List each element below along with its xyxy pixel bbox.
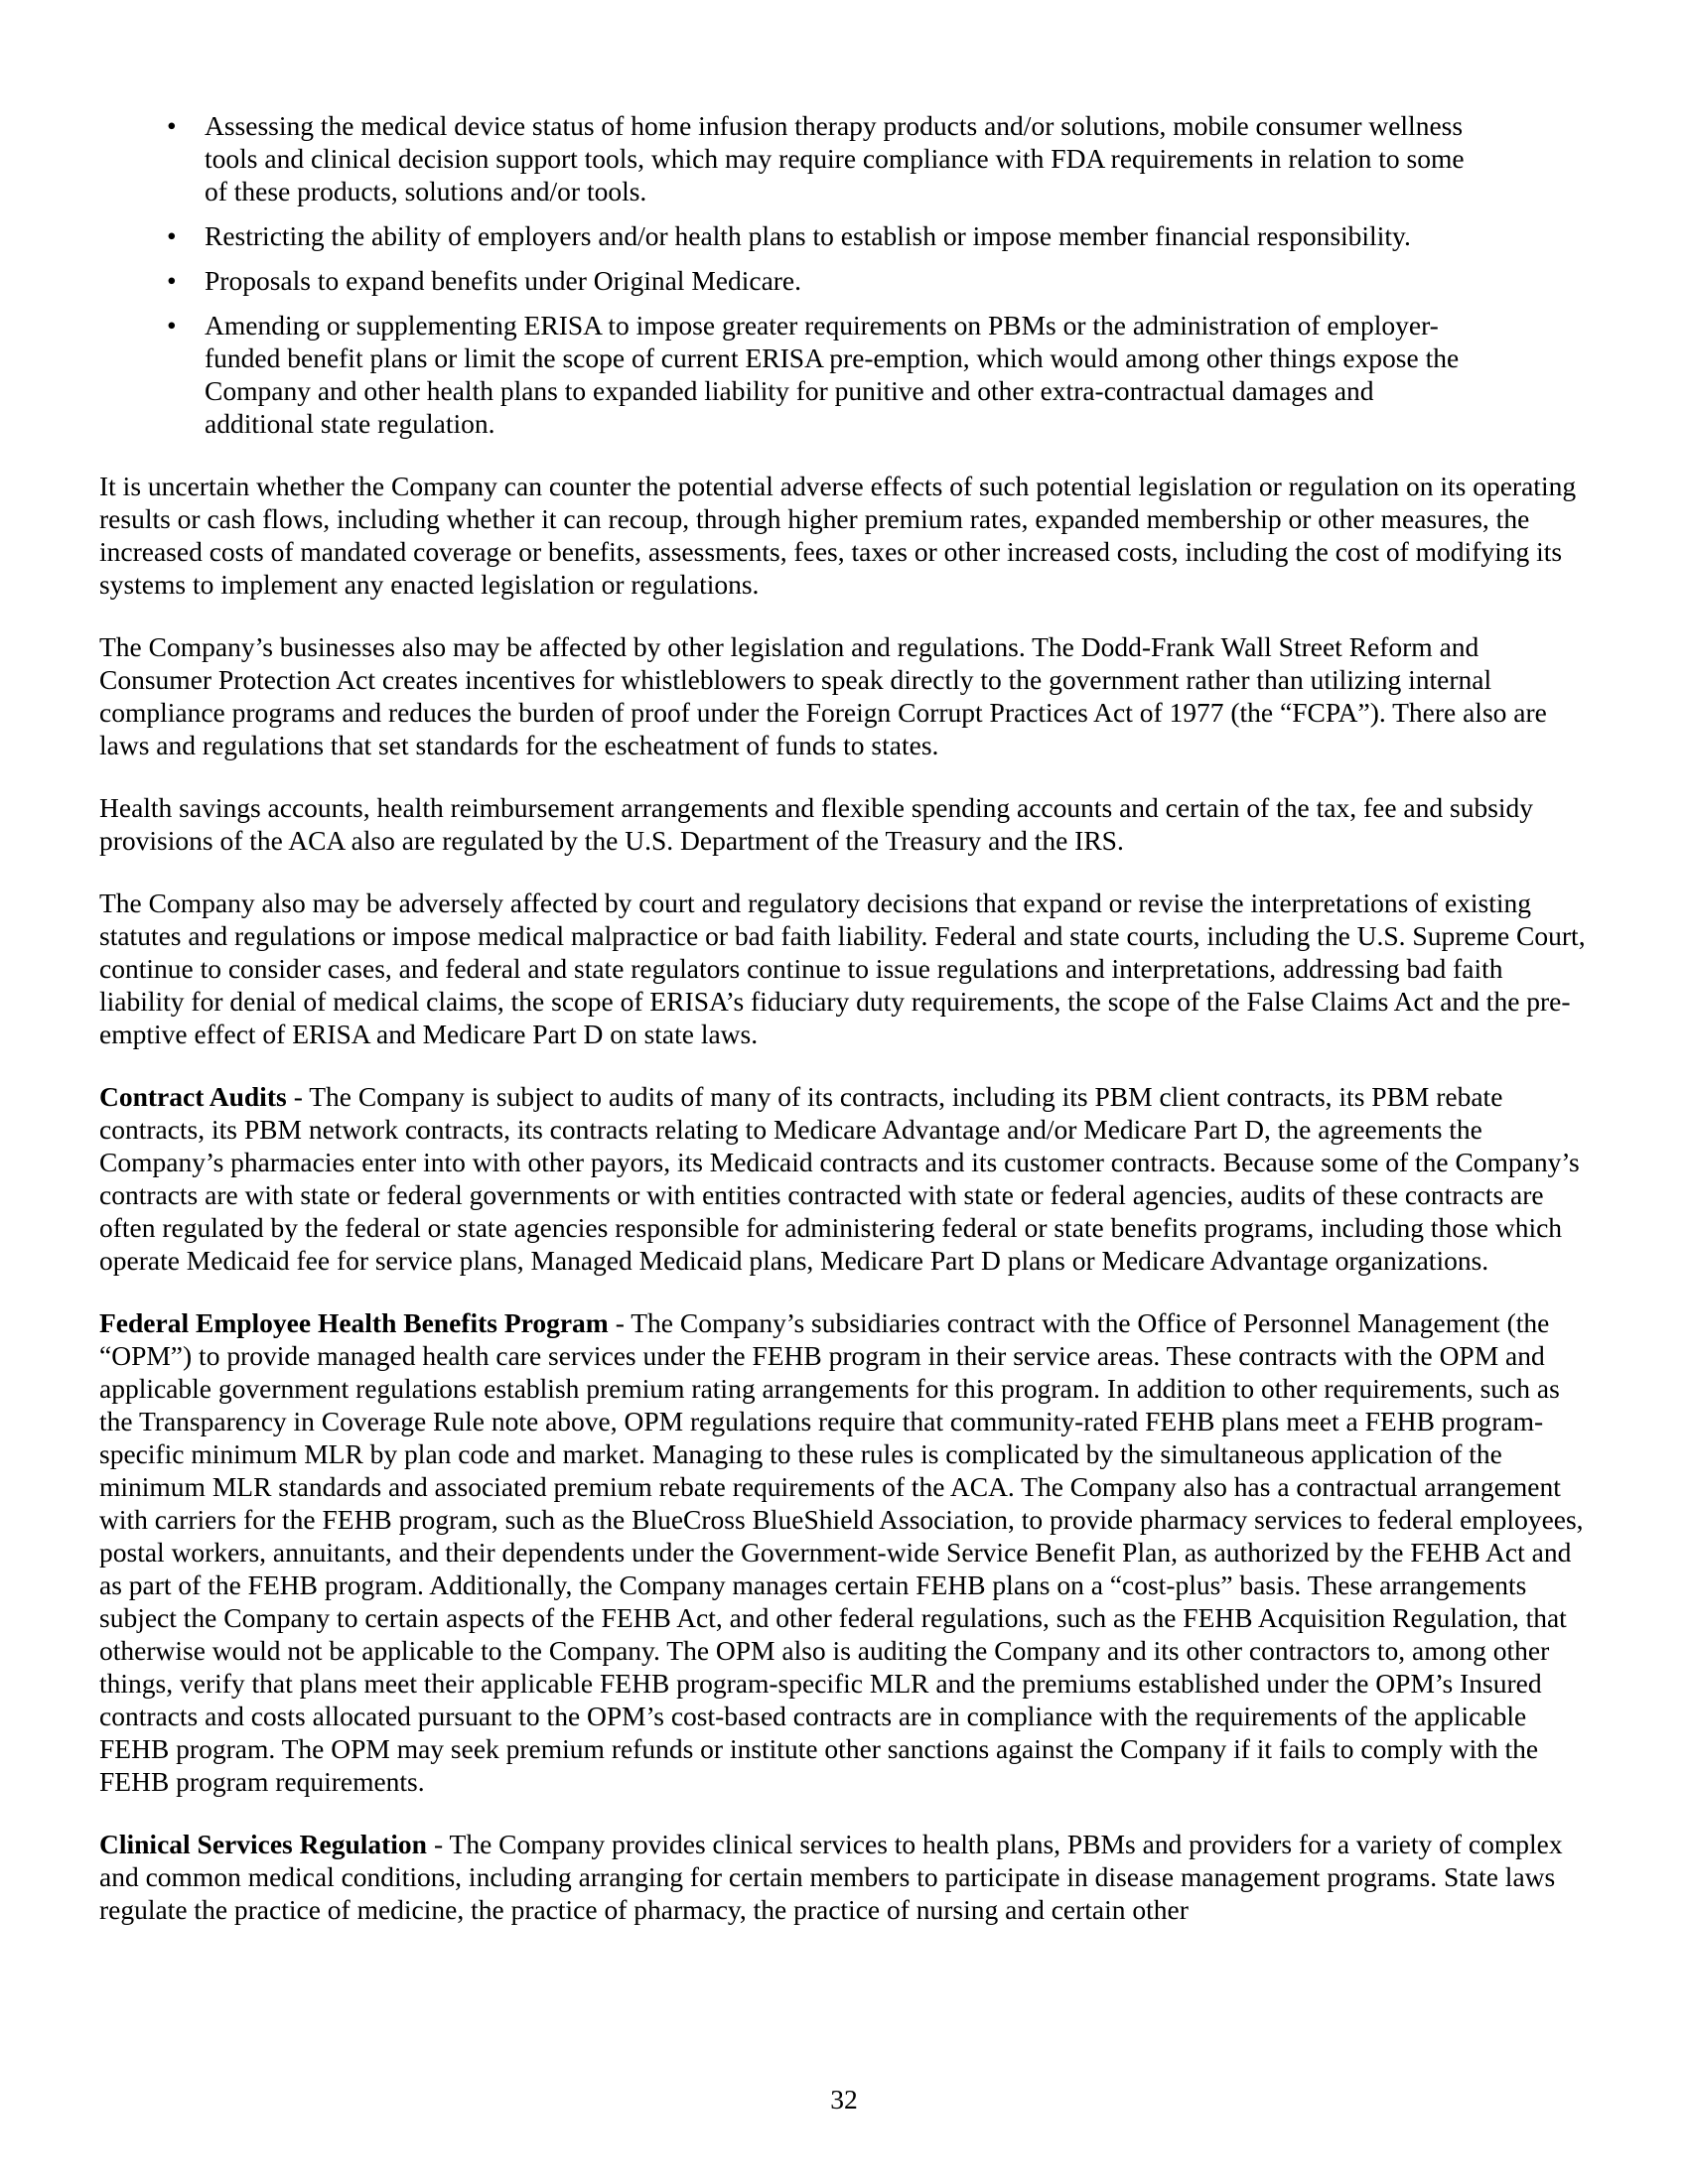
bullet-icon: • <box>167 110 177 141</box>
list-item <box>99 264 1589 297</box>
bullet-text: Restricting the ability of employers and/or health plans to establish or impose member financial responsibility. <box>205 220 1411 251</box>
paragraph <box>99 887 1589 1050</box>
paragraph-text: - The Company’s subsidiaries contract with the Office of Personnel Management (the “OPM”) to provide managed health care services under the FEHB program in their service areas. These contracts with the OPM and applicable government regulations establish premium rating arrangements for this program. In addition to other requirements, such as the Transparency in Coverage Rule note above, OPM regulations require that community-rated FEHB plans meet a FEHB program-specific minimum MLR by plan code and market. Managing to these rules is complicated by the simultaneous application of the minimum MLR standards and associated premium rebate requirements of the ACA. The Company also has a contractual arrangement with carriers for the FEHB program, such as the BlueCross BlueShield Association, to provide pharmacy services to federal employees, postal workers, annuitants, and their dependents under the Government-wide Service Benefit Plan, as authorized by the FEHB Act and as part of the FEHB program. Additionally, the Company manages certain FEHB plans on a “cost-plus” basis. These arrangements subject the Company to certain aspects of the FEHB Act, and other federal regulations, such as the FEHB Acquisition Regulation, that otherwise would not be applicable to the Company. The OPM also is auditing the Company and its other contractors to, among other things, verify that plans meet their applicable FEHB program-specific MLR and the premiums established under the OPM’s Insured contracts and costs allocated pursuant to the OPM’s cost-based contracts are in compliance with the requirements of the applicable FEHB program. The OPM may seek premium refunds or institute other sanctions against the Company if it fails to comply with the FEHB program requirements. <box>99 1307 1584 1797</box>
paragraph <box>99 1080 1589 1277</box>
bullet-text: Proposals to expand benefits under Original Medicare. <box>205 265 802 296</box>
page-number: 32 <box>830 2084 858 2115</box>
paragraph-text: Health savings accounts, health reimbursement arrangements and flexible spending accounts and certain of the tax, fee and subsidy provisions of the ACA also are regulated by the U.S. Department of the Treasury and the IRS. <box>99 792 1534 856</box>
paragraph-lead: Contract Audits <box>99 1081 287 1112</box>
document-content <box>99 109 1589 1926</box>
bullet-icon: • <box>167 310 177 341</box>
bullet-text: Assessing the medical device status of home infusion therapy products and/or solutions, mobile consumer wellness tools and clinical decision support tools, which may require compliance with FDA requirements in relation to some of these products, solutions and/or tools. <box>205 110 1465 206</box>
list-item <box>99 309 1589 440</box>
paragraph <box>99 630 1589 761</box>
paragraph-text: The Company’s businesses also may be affected by other legislation and regulations. The Dodd-Frank Wall Street Reform and Consumer Protection Act creates incentives for whistleblowers to speak directly to the government rather than utilizing internal compliance programs and reduces the burden of proof under the Foreign Corrupt Practices Act of 1977 (the “FCPA”). There also are laws and regulations that set standards for the escheatment of funds to states. <box>99 631 1547 760</box>
paragraph-text: - The Company provides clinical services to health plans, PBMs and providers for a variety of complex and common medical conditions, including arranging for certain members to participate in disease management programs. State laws regulate the practice of medicine, the practice of pharmacy, the practice of nursing and certain other <box>99 1829 1563 1925</box>
paragraph-text: The Company also may be adversely affected by court and regulatory decisions that expand or revise the interpretations of existing statutes and regulations or impose medical malpractice or bad faith liability. Federal and state courts, including the U.S. Supreme Court, continue to consider cases, and federal and state regulators continue to issue regulations and interpretations, addressing bad faith liability for denial of medical claims, the scope of ERISA’s fiduciary duty requirements, the scope of the False Claims Act and the pre-emptive effect of ERISA and Medicare Part D on state laws. <box>99 887 1586 1049</box>
paragraph <box>99 1828 1589 1926</box>
paragraph-lead: Federal Employee Health Benefits Program <box>99 1307 609 1338</box>
bullet-icon: • <box>167 220 177 251</box>
paragraph-lead: Clinical Services Regulation <box>99 1829 427 1859</box>
paragraph-text: - The Company is subject to audits of many of its contracts, including its PBM client contracts, its PBM rebate contracts, its PBM network contracts, its contracts relating to Medicare Advantage and/or Medicare Part D, the agreements the Company’s pharmacies enter into with other payors, its Medicaid contracts and its customer contracts. Because some of the Company’s contracts are with state or federal governments or with entities contracted with state or federal agencies, audits of these contracts are often regulated by the federal or state agencies responsible for administering federal or state benefits programs, including those which operate Medicaid fee for service plans, Managed Medicaid plans, Medicare Part D plans or Medicare Advantage organizations. <box>99 1081 1580 1276</box>
paragraph <box>99 1306 1589 1798</box>
list-item <box>99 109 1589 207</box>
bullet-icon: • <box>167 265 177 296</box>
bullet-list <box>99 109 1589 440</box>
paragraph <box>99 470 1589 601</box>
list-item <box>99 219 1589 252</box>
paragraph-text: It is uncertain whether the Company can counter the potential adverse effects of such potential legislation or regulation on its operating results or cash flows, including whether it can recoup, through higher premium rates, expanded membership or other measures, the increased costs of mandated coverage or benefits, assessments, fees, taxes or other increased costs, including the cost of modifying its systems to implement any enacted legislation or regulations. <box>99 471 1577 600</box>
paragraph <box>99 791 1589 857</box>
bullet-text: Amending or supplementing ERISA to impose greater requirements on PBMs or the administration of employer-funded benefit plans or limit the scope of current ERISA pre-emption, which would among other things expose the Company and other health plans to expanded liability for punitive and other extra-contractual damages and additional state regulation. <box>205 310 1460 439</box>
